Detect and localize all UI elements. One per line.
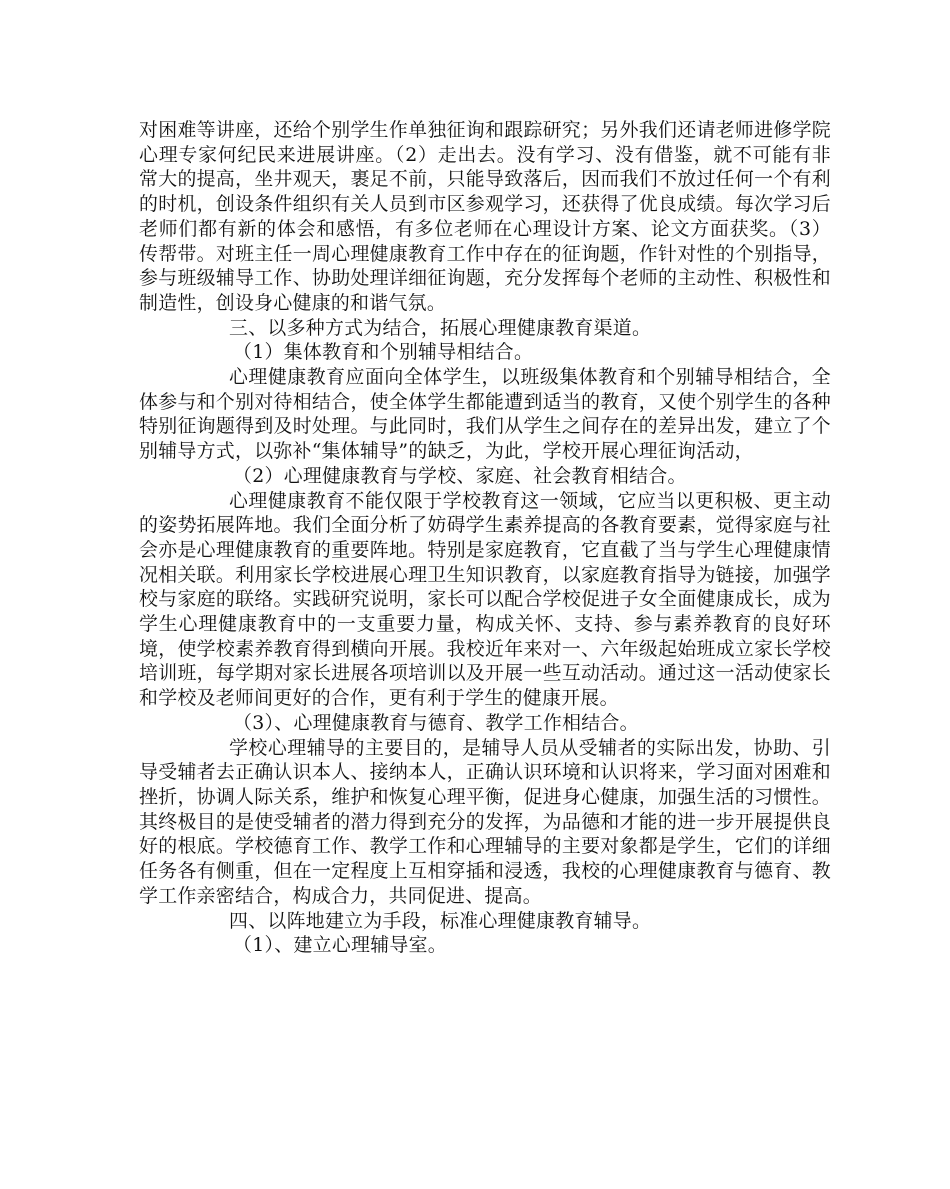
subheading-3-2: （2）心理健康教育与学校、家庭、社会教育相结合。 xyxy=(233,464,687,487)
document-body xyxy=(139,118,831,958)
paragraph-3-1: 心理健康教育应面向全体学生，以班级集体教育和个别辅导相结合，全体参与和个别对待相结合，使全体学生都能遭到适当的教育，又使个别学生的各种特别征询题得到及时处理。与此同时，我们从学生之间存在的差异出发，建立了个别辅导方式，以弥补“集体辅导”的缺乏，为此，学校开展心理征询活动， xyxy=(139,366,831,463)
subheading-3-3: （3）、心理健康教育与德育、教学工作相结合。 xyxy=(233,711,639,734)
section-heading-3: 三、以多种方式为结合，拓展心理健康教育渠道。 xyxy=(229,316,652,339)
subheading-3-1: （1）集体教育和个别辅导相结合。 xyxy=(233,341,534,364)
paragraph-3-2: 心理健康教育不能仅限于学校教育这一领域，它应当以更积极、更主动的姿势拓展阵地。我们全面分析了妨碍学生素养提高的各教育要素，觉得家庭与社会亦是心理健康教育的重要阵地。特别是家庭教育，它直截了当与学生心理健康情况相关联。利用家长学校进展心理卫生知识教育，以家庭教育指导为链接，加强学校与家庭的联络。实践研究说明，家长可以配合学校促进子女全面健康成长，成为学生心理健康教育中的一支重要力量，构成关怀、支持、参与素养教育的良好环境，使学校素养教育得到横向开展。我校近年来对一、六年级起始班成立家长学校培训班，每学期对家长进展各项培训以及开展一些互动活动。通过这一活动使家长和学校及老师间更好的合作，更有利于学生的健康开展。 xyxy=(139,489,831,710)
paragraph-3-3: 学校心理辅导的主要目的，是辅导人员从受辅者的实际出发，协助、引导受辅者去正确认识本人、接纳本人，正确认识环境和认识将来，学习面对困难和挫折，协调人际关系，维护和恢复心理平衡，促进身心健康，加强生活的习惯性。其终极目的是使受辅者的潜力得到充分的发挥，为品德和才能的进一步开展提供良好的根底。学校德育工作、教学工作和心理辅导的主要对象都是学生，它们的详细任务各有侧重，但在一定程度上互相穿插和浸透，我校的心理健康教育与德育、教学工作亲密结合，构成合力，共同促进、提高。 xyxy=(139,736,831,907)
subheading-4-1: （1）、建立心理辅导室。 xyxy=(233,934,447,957)
paragraph-continuation: 对困难等讲座，还给个别学生作单独征询和跟踪研究；另外我们还请老师进修学院心理专家何纪民来进展讲座。（2）走出去。没有学习、没有借鉴，就不可能有非常大的提高，坐井观天，裹足不前，只能导致落后，因而我们不放过任何一个有利的时机，创设条件组织有关人员到市区参观学习，还获得了优良成绩。每次学习后老师们都有新的体会和感悟，有多位老师在心理设计方案、论文方面获奖。（3）传帮带。对班主任一周心理健康教育工作中存在的征询题，作针对性的个别指导，参与班级辅导工作、协助处理详细征询题，充分发挥每个老师的主动性、积极性和制造性，创设身心健康的和谐气氛。 xyxy=(139,119,831,314)
section-heading-4: 四、以阵地建立为手段，标准心理健康教育辅导。 xyxy=(229,909,652,932)
